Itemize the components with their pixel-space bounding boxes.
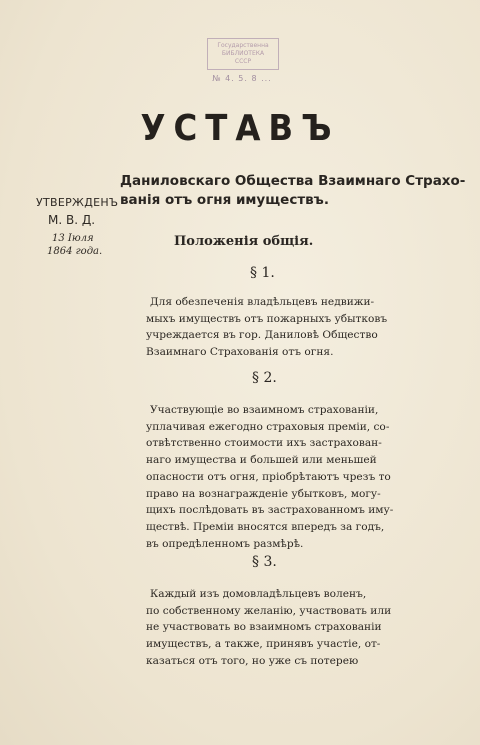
paragraph-mark: § 3. xyxy=(252,554,277,570)
approval-line: УТВЕРЖДЕНЪ xyxy=(36,196,119,209)
paragraph-line: по собственному желанію, участвовать или xyxy=(146,604,392,617)
subtitle-line: Даниловскаго Общества Взаимнаго Страхо- xyxy=(120,173,466,189)
stamp-line: БИБЛИОТЕКА xyxy=(221,50,265,57)
stamp-number: № 4. 5. 8 ... xyxy=(212,74,272,83)
paragraph-body xyxy=(146,402,418,552)
paragraph-line: не участвовать во взаимномъ страхованіи xyxy=(146,621,382,634)
paragraph-line: Каждый изъ домовладѣльцевъ воленъ, xyxy=(150,588,367,600)
paragraph-line: наго имущества и большей или меньшей xyxy=(146,454,377,467)
subtitle-line: ванія отъ огня имуществъ. xyxy=(120,192,329,208)
paragraph-line: уплачивая ежегодно страховыя преміи, со- xyxy=(146,420,390,433)
paragraph-line: имуществъ, а также, принявъ участіе, от- xyxy=(146,638,381,651)
approval-note xyxy=(36,196,126,257)
document-title: УСТАВЪ xyxy=(140,108,340,149)
paragraph-line: казаться отъ того, но уже съ потерею xyxy=(146,654,359,667)
paragraph-body xyxy=(146,586,418,670)
approval-line: М. В. Д. xyxy=(48,213,96,227)
paragraph-mark: § 2. xyxy=(252,370,277,386)
paragraph-line: право на вознагражденіе убытковъ, могу- xyxy=(146,487,381,500)
library-stamp xyxy=(207,38,279,70)
paragraph-line: щихъ послѣдовать въ застрахованномъ иму- xyxy=(146,504,394,517)
paragraph-line: въ опредѣленномъ размѣрѣ. xyxy=(146,537,304,550)
approval-year: 1864 года. xyxy=(47,246,103,257)
paragraph-line: отвѣтственно стоимости ихъ застрахован- xyxy=(146,437,382,450)
paragraph-body xyxy=(146,294,418,361)
paragraph-line: мыхъ имуществъ отъ пожарныхъ убытковъ xyxy=(146,312,388,325)
paragraph-line: Взаимнаго Страхованія отъ огня. xyxy=(146,346,334,359)
paragraph-line: ществѣ. Преміи вносятся впередъ за годъ, xyxy=(146,520,385,533)
stamp-line: Государственна xyxy=(217,42,269,49)
document-subtitle xyxy=(120,172,466,210)
paragraph-line: опасности отъ огня, пріобрѣтаютъ чрезъ то xyxy=(146,470,391,483)
stamp-line: СССР xyxy=(234,58,252,65)
paragraph-line: Для обезпеченія владѣльцевъ недвижи- xyxy=(150,296,375,308)
approval-date: 13 Іюля xyxy=(52,233,94,244)
paragraph-mark: § 1. xyxy=(250,265,275,281)
paragraph-line: учреждается въ гор. Даниловѣ Общество xyxy=(146,329,378,342)
section-heading: Положенія общія. xyxy=(174,234,314,249)
paragraph-line: Участвующіе во взаимномъ страхованіи, xyxy=(150,404,379,416)
